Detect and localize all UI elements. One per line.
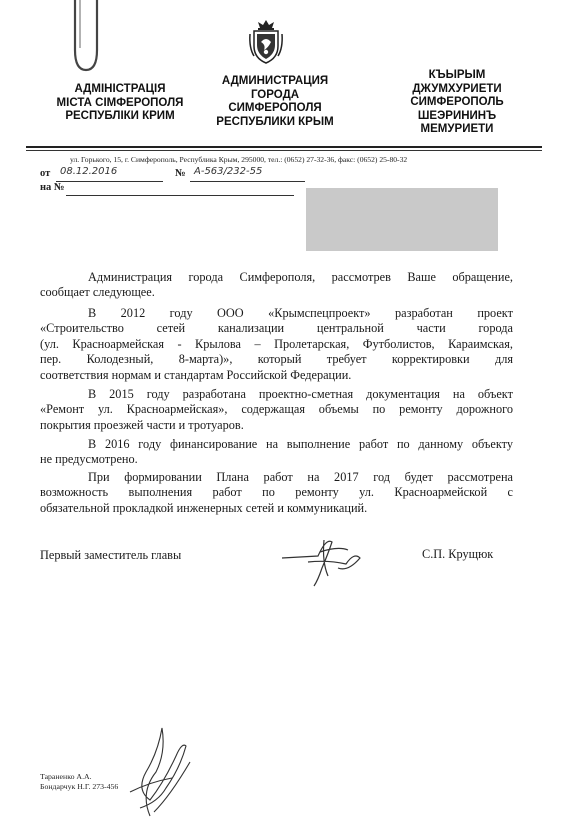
header-line: СИМФЕРОПОЛЯ — [228, 102, 322, 114]
signatory-name: С.П. Крущюк — [422, 547, 494, 561]
header-name-russian — [195, 75, 355, 129]
body-line: пер. Колодезный, 8-марта)», который требует корректировки для — [40, 352, 513, 367]
ref-number-underline — [190, 181, 305, 182]
staple-mark — [66, 0, 106, 80]
body-paragraph-3 — [40, 387, 513, 433]
header-divider-thin — [26, 150, 542, 151]
body-line: обязательной прокладкой инженерных сетей и коммуникаций. — [40, 500, 368, 515]
ref-number: А-563/232-55 — [194, 166, 263, 177]
ref-from-label: от — [40, 168, 51, 179]
body-line: В 2012 году ООО «Крымспецпроект» разработан проект — [88, 306, 513, 320]
ref-date-underline — [56, 181, 163, 182]
ref-number-label: № — [175, 168, 186, 179]
body-line: «Ремонт ул. Красноармейская», содержащая объемы по ремонту дорожного — [40, 402, 513, 417]
body-line: возможность выполнения работ по ремонту ул. Красноармейской с — [40, 485, 513, 500]
header-name-crimean-tatar — [368, 69, 546, 137]
body-line: не предусмотрено. — [40, 452, 138, 467]
body-line: В 2015 году разработана проектно-сметная документация на объект — [88, 387, 513, 401]
header-line: РЕСПУБЛІКИ КРИМ — [65, 110, 175, 122]
signatory-position: Первый заместитель главы — [40, 548, 182, 562]
contact-line: ул. Горького, 15, г. Симферополь, Республика Крым, 295000, тел.: (0652) 27-32-36, факс: (0652) 25-80-32 — [70, 155, 408, 164]
redacted-addressee-block — [306, 188, 498, 251]
ref-date: 08.12.2016 — [60, 166, 118, 177]
header-line: МЕМУРИЕТИ — [420, 123, 494, 135]
coat-of-arms-emblem — [248, 18, 284, 66]
header-line: КЪЫРЫМ — [428, 69, 486, 81]
ref-to-underline — [66, 195, 294, 196]
executor-line-1: Тараненко А.А. — [40, 772, 92, 781]
header-line: РЕСПУБЛИКИ КРЫМ — [216, 115, 334, 128]
body-line: сообщает следующее. — [40, 285, 155, 300]
header-line: ДЖУМХУРИЕТИ — [412, 82, 502, 95]
header-line: ГОРОДА — [250, 88, 300, 101]
header-name-ukrainian — [28, 83, 212, 124]
header-line: МІСТА СІМФЕРОПОЛЯ — [56, 96, 184, 109]
header-line: АДМИНИСТРАЦИЯ — [221, 75, 329, 87]
body-line: (ул. Красноармейская - Крылова – Пролетарская, Футболистов, Караимская, — [40, 336, 513, 351]
body-line: Администрация города Симферополя, рассмотрев Ваше обращение, — [88, 270, 513, 284]
body-line: соответствия нормам и стандартам Российской Федерации. — [40, 367, 352, 382]
header-line: ШЕЭРИНИНЪ — [417, 109, 497, 122]
body-line: «Строительство сетей канализации центральной части города — [40, 321, 513, 336]
body-paragraph-2 — [40, 306, 513, 383]
body-line: При формировании Плана работ на 2017 год будет рассмотрена — [88, 470, 513, 484]
body-paragraph-5 — [40, 470, 513, 516]
body-paragraph-4 — [40, 437, 513, 468]
header-line: АДМІНІСТРАЦІЯ — [74, 83, 166, 95]
body-line: покрытия проезжей части и тротуаров. — [40, 417, 244, 432]
executor-signature — [110, 712, 210, 822]
body-paragraph-1 — [40, 270, 513, 301]
header-divider-thick — [26, 146, 542, 148]
handwritten-signature — [278, 532, 370, 588]
header-line: СИМФЕРОПОЛЬ — [410, 96, 504, 108]
ref-to-label: на № — [40, 182, 65, 193]
body-line: В 2016 году финансирование на выполнение работ по данному объекту — [88, 437, 513, 451]
executor-line-2: Бондарчук Н.Г. 273-456 — [40, 782, 119, 791]
